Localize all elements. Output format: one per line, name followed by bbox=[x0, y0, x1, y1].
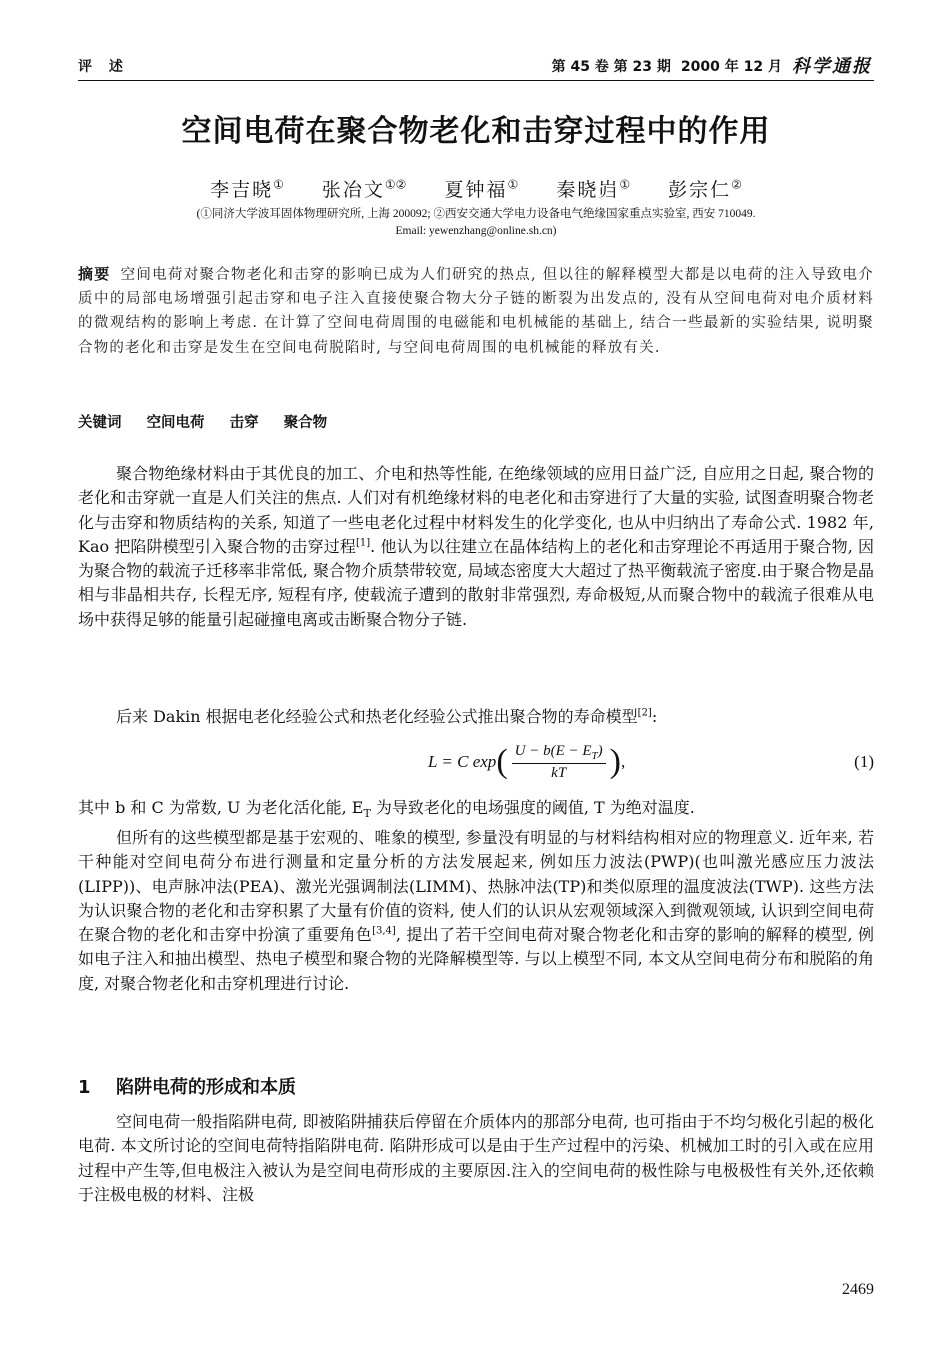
body-paragraph: 但所有的这些模型都是基于宏观的、唯象的模型, 参量没有明显的与材料结构相对应的物理意义. 近年来, 若干种能对空间电荷分布进行测量和定量分析的方法发展起来, 例如压力波法(PWP)(也叫激光感应压力波法(LIPP))、电声脉冲法(PEA)、激光光强调制法(LIMM)、热脉冲法(TP)和类似原理的温度波法(TWP). 这些方法为认识聚合物的老化和击穿积累了大量有价值的资料, 使人们的认识从宏观领域深入到微观领域, 认识到空间电荷在聚合物的老化和击穿中扮演了重要角色[3,4], 提出了若干空间电荷对聚合物老化和击穿的影响的解释的模型, 例如电子注入和抽出模型、热电子模型和聚合物的光降解模型等. 与以上模型不同, 本文从空间电荷分布和脱陷的角度, 对聚合物老化和击穿机理进行讨论. bbox=[78, 828, 874, 993]
body-paragraph: 其中 b 和 C 为常数, U 为老化活化能, $E_T$ 为导致老化的电场强度的阈值, T 为绝对温度. bbox=[78, 798, 695, 821]
abstract bbox=[78, 262, 874, 360]
running-header bbox=[540, 57, 872, 77]
date-label: 2000 年 12 月 bbox=[680, 59, 782, 75]
paper-title: 空间电荷在聚合物老化和击穿过程中的作用 bbox=[181, 114, 771, 149]
body-paragraph: 聚合物绝缘材料由于其优良的加工、介电和热等性能, 在绝缘领域的应用日益广泛, 自应用之日起, 聚合物的老化和击穿就一直是人们关注的焦点. 人们对有机绝缘材料的电老化和击穿进行了大量的实验, 试图查明聚合物老化与击穿和物质结构的关系, 知道了一些电老化过程中材料发生的化学变化, 也从中归纳出了寿命公式. 1982 年, Kao 把陷阱模型引入聚合物的击穿过程[1]. 他认为以往建立在晶体结构上的老化和击穿理论不再适用于聚合物, 因为聚合物的载流子迁移率非常低, 聚合物介质禁带较宽, 局域态密度大大超过了热平衡载流子密度.由于聚合物是晶相与非晶相共存, 长程无序, 短程有序, 使载流子遭到的散射非常强烈, 寿命极短,从而聚合物中的载流子很难从电场中获得足够的能量引起碰撞电离或击断聚合物分子链. bbox=[78, 464, 874, 629]
keywords bbox=[78, 412, 347, 434]
keywords-label: 关键词 bbox=[78, 415, 122, 431]
affiliation-text: (①同济大学波耳固体物理研究所, 上海 200092; ②西安交通大学电力设备电气绝缘国家重点实验室, 西安 710049. bbox=[196, 208, 756, 220]
author: 李吉晓① bbox=[210, 178, 284, 202]
journal-logo: 科学通报 bbox=[792, 56, 872, 77]
author: 张冶文①② bbox=[321, 178, 407, 202]
body-paragraph: 空间电荷一般指陷阱电荷, 即被陷阱捕获后停留在介质体内的那部分电荷, 也可指由于不均匀极化引起的极化电荷. 本文所讨论的空间电荷特指陷阱电荷. 陷阱形成可以是由于生产过程中的污染、机械加工时的引入或在应用过程中产生等,但电极注入被认为是空间电荷形成的主要原因.注入的空间电荷的极性除与电极极性有关外,还依赖于注极电极的材料、注极 bbox=[78, 1112, 874, 1204]
issue-label: 第 45 卷 第 23 期 bbox=[551, 59, 671, 75]
abstract-text: 空间电荷对聚合物老化和击穿的影响已成为人们研究的热点, 但以往的解释模型大都是以电荷的注入导致电介质中的局部电场增强引起击穿和电子注入直接使聚合物大分子链的断裂为出发点的, 没有从空间电荷对电介质材料的微观结构的影响上考虑. 在计算了空间电荷周围的电磁能和电机械能的基础上, 结合一些最新的实验结果, 说明聚合物的老化和击穿是发生在空间电荷脱陷时, 与空间电荷周围的电机械能的释放有关. bbox=[78, 267, 875, 356]
body-paragraph: 后来 Dakin 根据电老化经验公式和热老化经验公式推出聚合物的寿命模型[2]: bbox=[116, 707, 658, 726]
author: 秦晓岿① bbox=[556, 178, 631, 202]
keyword: 聚合物 bbox=[283, 415, 328, 431]
equation-fraction: $\frac{U - b(E - E_T)}{kT}$ bbox=[512, 743, 606, 782]
keyword: 击穿 bbox=[229, 415, 259, 431]
author-list bbox=[78, 172, 874, 203]
page-number: 2469 bbox=[842, 1281, 874, 1298]
author: 彭宗仁② bbox=[668, 178, 742, 202]
section-heading: 1 陷阱电荷的形成和本质 bbox=[78, 1077, 296, 1098]
header-rule bbox=[78, 80, 874, 81]
citation[interactable]: [3,4] bbox=[372, 925, 396, 937]
equation-number: (1) bbox=[854, 752, 874, 771]
keyword: 空间电荷 bbox=[146, 415, 205, 431]
equation-expression: L = C exp ( $\frac{U - b(E - E_T)}{kT}$ ) , bbox=[428, 742, 626, 781]
abstract-label: 摘要 bbox=[78, 265, 111, 283]
affiliation bbox=[78, 206, 874, 240]
citation[interactable]: [2] bbox=[637, 707, 652, 719]
citation[interactable]: [1] bbox=[356, 537, 371, 549]
author: 夏钟福① bbox=[444, 178, 519, 202]
author-email: Email: yewenzhang@online.sh.cn) bbox=[395, 225, 557, 237]
section-label: 评 述 bbox=[78, 59, 129, 75]
equation-1 bbox=[78, 740, 874, 784]
